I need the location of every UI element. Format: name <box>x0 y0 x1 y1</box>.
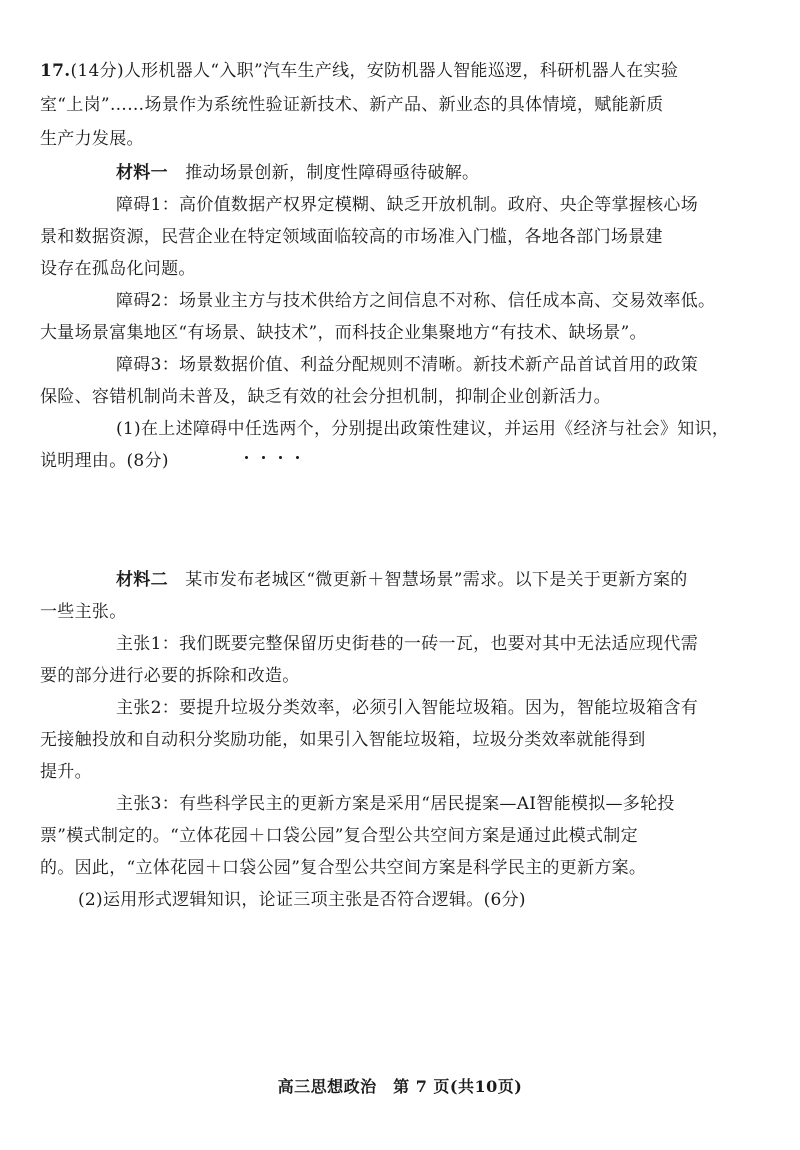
intro-text: (14分)人形机器人“入职”汽车生产线，安防机器人智能巡逻，科研机器人在实验 <box>70 61 679 81</box>
q1-suffix: ，分别提出政策性建议，并运用《经济与社会》知识， <box>313 419 730 439</box>
obstacle2-line-2: 大量场景富集地区“有场景、缺技术”，而科技企业集聚地方“有技术、缺场景”。 <box>40 323 647 343</box>
page-footer: 高三思想政治 第 7 页(共10页) <box>277 1077 523 1096</box>
q1-emphasis <box>245 416 314 442</box>
material1-heading <box>40 160 800 186</box>
obstacle1-line-2: 景和数据资源，民营企业在特定领域面临较高的市场准入门槛，各地各部门场景建 <box>40 227 663 247</box>
claim2-line-2: 无接触投放和自动积分奖励功能，如果引入智能垃圾箱，垃圾分类效率就能得到 <box>40 730 646 750</box>
material2-label: 材料二 <box>116 570 168 590</box>
question2-line: (2)运用形式逻辑知识，论证三项主张是否符合逻辑。(6分) <box>78 890 526 910</box>
question1-line-1 <box>40 416 800 442</box>
material1-heading-text: 推动场景创新，制度性障碍亟待破解。 <box>185 163 480 183</box>
obstacle2-line-1: 障碍2：场景业主方与技术供给方之间信息不对称、信任成本高、交易效率低。 <box>116 291 716 311</box>
obstacle3-line-2: 保险、容错机制尚未普及，缺乏有效的社会分担机制，抑制企业创新活力。 <box>40 387 611 407</box>
material2-heading-text: 某市发布老城区“微更新＋智慧场景”需求。以下是关于更新方案的 <box>185 570 688 590</box>
question-intro-line-2: 室“上岗”……场景作为系统性验证新技术、新产品、新业态的具体情境，赋能新质 <box>40 95 664 115</box>
question-number: 17. <box>40 61 71 81</box>
claim3-line-1: 主张3：有些科学民主的更新方案是采用“居民提案—AI智能模拟—多轮投 <box>116 794 675 814</box>
question-intro-line-3: 生产力发展。 <box>40 129 144 149</box>
q1-emphasis-text: 任选两个 <box>244 419 314 439</box>
claim2-line-1: 主张2：要提升垃圾分类效率，必须引入智能垃圾箱。因为，智能垃圾箱含有 <box>116 698 699 718</box>
emphasis-dots <box>245 441 313 445</box>
claim1-line-1: 主张1：我们既要完整保留历史街巷的一砖一瓦，也要对其中无法适应现代需 <box>116 634 699 654</box>
question-intro-line-1 <box>40 58 760 84</box>
claim1-line-2: 要的部分进行必要的拆除和改造。 <box>40 666 300 686</box>
obstacle1-line-3: 设存在孤岛化问题。 <box>40 259 196 279</box>
obstacle3-line-1: 障碍3：场景数据价值、利益分配规则不清晰。新技术新产品首试首用的政策 <box>116 355 699 375</box>
material2-heading <box>40 567 800 593</box>
material2-heading-line-2: 一些主张。 <box>40 602 127 622</box>
material1-label: 材料一 <box>116 163 168 183</box>
claim2-line-3: 提升。 <box>40 762 92 782</box>
claim3-line-2: 票”模式制定的。“立体花园＋口袋公园”复合型公共空间方案是通过此模式制定 <box>40 826 638 846</box>
q1-prefix: (1)在上述障碍中 <box>116 419 245 439</box>
claim3-line-3: 的。因此，“立体花园＋口袋公园”复合型公共空间方案是科学民主的更新方案。 <box>40 858 647 878</box>
question1-line-2: 说明理由。(8分) <box>40 451 169 471</box>
obstacle1-line-1: 障碍1：高价值数据产权界定模糊、缺乏开放机制。政府、央企等掌握核心场 <box>116 195 699 215</box>
